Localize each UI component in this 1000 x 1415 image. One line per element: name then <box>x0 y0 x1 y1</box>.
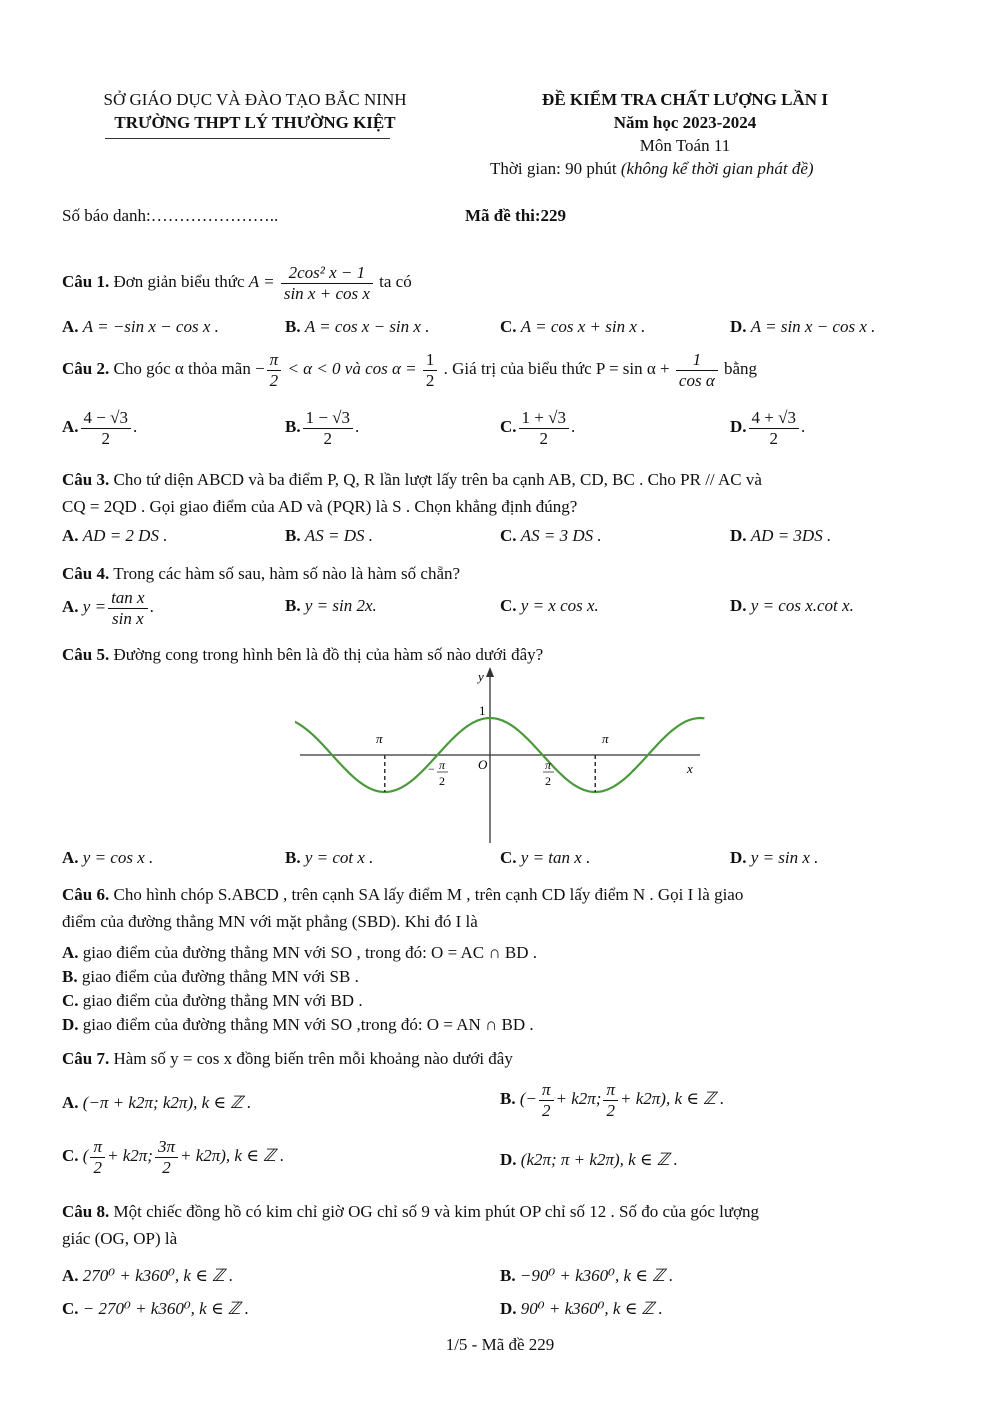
y-axis-label: y <box>478 669 484 684</box>
question-text: Cho hình chóp S.ABCD , trên cạnh SA lấy điểm M , trên cạnh CD lấy điểm N . Gọi I là giao <box>113 885 744 904</box>
q3-option-c[interactable] <box>500 526 602 546</box>
expression-lhs: A = <box>248 271 275 291</box>
question-label: Câu 7. <box>62 1049 110 1068</box>
q5-option-b[interactable] <box>285 848 373 868</box>
cosine-graph <box>295 665 705 845</box>
fraction-numerator: 2cos² x − 1 <box>281 263 373 284</box>
fraction-denominator: 2 <box>425 370 435 390</box>
option-fraction <box>303 408 353 448</box>
fraction-denominator: 2 <box>769 428 778 448</box>
option-text: giao điểm của đường thẳng MN với BD . <box>82 991 363 1010</box>
question-text: Cho góc α thỏa mãn <box>113 358 251 378</box>
question-6-line-2: điểm của đường thẳng MN với mặt phẳng (SBD). Khi đó I là <box>62 912 478 931</box>
option-text: − 270⁰ + k360⁰, k ∈ ℤ . <box>82 1299 249 1318</box>
x-tick-pi: π <box>602 731 609 746</box>
question-text: Trong các hàm số sau, hàm số nào là hàm số chẵn? <box>113 564 461 583</box>
option-letter: C. <box>500 416 517 436</box>
fraction-numerator: π <box>90 1137 105 1158</box>
question-7 <box>62 1049 513 1069</box>
option-letter: A. <box>62 1266 79 1285</box>
option-text: y = sin 2x. <box>304 596 377 615</box>
option-letter: D. <box>62 1015 79 1034</box>
question-4 <box>62 564 460 584</box>
fraction-denominator: 2 <box>323 428 333 448</box>
question-3 <box>62 470 762 490</box>
fraction-numerator: 1 <box>423 350 438 371</box>
question-tail: ta có <box>379 271 412 291</box>
option-letter: C. <box>500 317 517 336</box>
option-fraction <box>81 408 131 448</box>
option-letter: B. <box>500 1266 516 1285</box>
option-text: y = cos x . <box>82 848 154 867</box>
question-8-line-2: giác (OG, OP) là <box>62 1229 178 1248</box>
q7-option-b[interactable] <box>500 1080 724 1120</box>
option-letter: A. <box>62 943 79 962</box>
duration-text: Thời gian: 90 phút <box>490 159 617 178</box>
option-letter: C. <box>62 1145 79 1165</box>
q5-option-a[interactable] <box>62 848 153 868</box>
fraction-denominator: 2 <box>606 1100 615 1120</box>
question-text: Đường cong trong hình bên là đồ thị của hàm số nào dưới đây? <box>113 645 544 664</box>
option-letter: B. <box>285 848 301 867</box>
one-half <box>423 350 438 390</box>
q6-option-b[interactable] <box>62 967 359 987</box>
option-text: y = tan x . <box>520 848 591 867</box>
tick-numerator: π <box>545 758 552 772</box>
option-letter: B. <box>62 967 78 986</box>
fraction-denominator: 2 <box>162 1157 171 1177</box>
option-text: A = sin x − cos x . <box>750 317 876 336</box>
q1-option-b[interactable] <box>285 317 429 337</box>
q5-option-d[interactable] <box>730 848 818 868</box>
q1-option-c[interactable] <box>500 317 645 337</box>
option-letter: B. <box>285 317 301 336</box>
minus-sign: − <box>255 358 265 378</box>
option-letter: B. <box>285 416 301 436</box>
q2-option-d[interactable]: D. $\frac{4 + √3}{2}$ . <box>730 408 806 448</box>
q7-option-a[interactable] <box>62 1093 251 1113</box>
option-letter: B. <box>500 1088 516 1108</box>
question-text: Một chiếc đồng hồ có kim chỉ giờ OG chỉ số 9 và kim phút OP chỉ số 12 . Số đo của góc lượng <box>113 1202 760 1221</box>
tick-denominator: 2 <box>439 774 445 788</box>
fraction-denominator: 2 <box>269 370 279 390</box>
question-text: Đơn giản biểu thức <box>113 271 245 291</box>
question-text: Cho tứ diện ABCD và ba điểm P, Q, R lần lượt lấy trên ba cạnh AB, CD, BC . Cho PR // AC và <box>113 470 762 489</box>
question-text: Hàm số y = cos x đồng biến trên mỗi khoảng nào dưới đây <box>113 1049 513 1068</box>
q2-option-b[interactable]: B. $\frac{1 - √3}{2}$ . <box>285 408 360 448</box>
option-letter: A. <box>62 416 79 436</box>
q6-option-c[interactable] <box>62 991 363 1011</box>
option-text: (k2π; π + k2π), k ∈ ℤ . <box>520 1150 678 1169</box>
header-rule <box>105 138 390 139</box>
fraction-numerator: 4 + √3 <box>749 408 799 429</box>
x-tick-neg-pi: π <box>376 731 383 746</box>
option-letter: A. <box>62 1093 79 1112</box>
fraction-denominator: 2 <box>101 428 110 448</box>
one-over-cos <box>676 350 718 390</box>
fraction-numerator: π <box>603 1080 618 1101</box>
q6-option-a[interactable] <box>62 943 537 963</box>
option-letter: D. <box>730 848 747 867</box>
fraction-denominator: 2 <box>93 1157 102 1177</box>
y-axis-arrow <box>486 667 494 677</box>
x-axis-label: x <box>687 761 693 776</box>
fraction-numerator: 1 + √3 <box>519 408 569 429</box>
option-text: A = cos x + sin x . <box>520 317 646 336</box>
school-year: Năm học 2023-2024 <box>613 113 757 132</box>
q4-option-c[interactable] <box>500 596 599 616</box>
subject: Môn Toán 11 <box>639 136 731 155</box>
exam-title: ĐỀ KIỂM TRA CHẤT LƯỢNG LẦN I <box>542 90 828 109</box>
q3-option-a[interactable] <box>62 526 167 546</box>
fraction-numerator: π <box>539 1080 554 1101</box>
question-label: Câu 3. <box>62 470 110 489</box>
fraction-numerator: 3π <box>155 1137 178 1158</box>
q8-option-d[interactable] <box>500 1299 663 1319</box>
q5-option-c[interactable] <box>500 848 590 868</box>
option-text: 90⁰ + k360⁰, k ∈ ℤ . <box>520 1299 663 1318</box>
question-2 <box>62 350 757 390</box>
x-tick-pi-half <box>543 758 554 788</box>
minus-sign: − <box>428 762 435 776</box>
option-letter: D. <box>730 317 747 336</box>
option-text: y = x cos x. <box>520 596 599 615</box>
school-name: TRƯỜNG THPT LÝ THƯỜNG KIỆT <box>114 113 396 132</box>
question-text-2: < α < 0 và cos α = <box>287 358 417 378</box>
question-label: Câu 5. <box>62 645 110 664</box>
option-letter: D. <box>730 416 747 436</box>
fraction-numerator: π <box>267 350 282 371</box>
option-letter: D. <box>730 596 747 615</box>
option-middle: + k2π; <box>106 1145 153 1165</box>
option-letter: D. <box>500 1150 517 1169</box>
option-text: giao điểm của đường thẳng MN với SB . <box>81 967 359 986</box>
option-text: y = cos x.cot x. <box>750 596 854 615</box>
option-letter: C. <box>62 1299 79 1318</box>
fraction-denominator: sin x <box>112 608 144 628</box>
option-text: y = cot x . <box>304 848 374 867</box>
x-tick-neg-pi-half <box>428 758 448 788</box>
option-text: AS = DS . <box>304 526 373 545</box>
pi-over-2 <box>267 350 282 390</box>
option-letter: C. <box>500 848 517 867</box>
expression-fraction <box>281 263 373 303</box>
option-text: AD = 3DS . <box>750 526 832 545</box>
q3-option-d[interactable] <box>730 526 831 546</box>
option-text: A = cos x − sin x . <box>304 317 430 336</box>
option-suffix: + k2π), k ∈ ℤ . <box>620 1088 725 1108</box>
option-letter: C. <box>62 991 79 1010</box>
q6-option-d[interactable] <box>62 1015 534 1035</box>
q7-option-d[interactable] <box>500 1150 678 1170</box>
q1-option-d[interactable] <box>730 317 875 337</box>
origin-label: O <box>478 757 488 772</box>
option-text: −90⁰ + k360⁰, k ∈ ℤ . <box>519 1266 674 1285</box>
option-fraction-2 <box>155 1137 178 1177</box>
q4-option-b[interactable] <box>285 596 377 616</box>
option-fraction <box>108 588 148 628</box>
option-text: AS = 3 DS . <box>520 526 602 545</box>
fraction-numerator: tan x <box>108 588 148 609</box>
option-letter: D. <box>730 526 747 545</box>
option-suffix: + k2π), k ∈ ℤ . <box>179 1145 285 1165</box>
duration-note: (không kể thời gian phát đề) <box>620 159 814 178</box>
option-fraction <box>539 1080 554 1120</box>
option-letter: B. <box>285 526 301 545</box>
fraction-denominator: sin x + cos x <box>283 283 370 303</box>
option-text: (−π + k2π; k2π), k ∈ ℤ . <box>82 1093 252 1112</box>
option-fraction <box>90 1137 105 1177</box>
option-text: y = sin x . <box>750 848 819 867</box>
question-label: Câu 1. <box>62 271 110 291</box>
candidate-number: Số báo danh:………………….. <box>62 206 279 225</box>
tick-denominator: 2 <box>545 774 551 788</box>
q2-option-c[interactable]: C. $\frac{1 + √3}{2}$ . <box>500 408 576 448</box>
option-lhs: y = <box>82 596 107 616</box>
q8-option-b[interactable] <box>500 1266 673 1286</box>
q8-option-c[interactable] <box>62 1299 249 1319</box>
fraction-denominator: cos α <box>678 370 715 390</box>
question-label: Câu 6. <box>62 885 110 904</box>
fraction-denominator: 2 <box>539 428 548 448</box>
page-footer: 1/5 - Mã đề 229 <box>445 1335 555 1354</box>
fraction-numerator: 4 − √3 <box>81 408 131 429</box>
tick-numerator: π <box>439 758 446 772</box>
question-tail: bằng <box>724 358 758 378</box>
option-letter: C. <box>500 526 517 545</box>
option-letter: A. <box>62 596 79 616</box>
exam-code: Mã đề thi:229 <box>465 206 567 225</box>
question-1 <box>62 263 412 303</box>
q7-option-c[interactable] <box>62 1137 284 1177</box>
q2-option-a[interactable]: A. $\frac{4 - √3}{2}$ . <box>62 408 138 448</box>
option-fraction-2 <box>603 1080 618 1120</box>
department-name: SỞ GIÁO DỤC VÀ ĐÀO TẠO BẮC NINH <box>103 90 407 109</box>
option-middle: + k2π; <box>555 1088 602 1108</box>
fraction-numerator: 1 − √3 <box>303 408 353 429</box>
option-fraction <box>749 408 799 448</box>
q1-option-a[interactable] <box>62 317 219 337</box>
duration <box>490 159 814 179</box>
question-label: Câu 2. <box>62 358 110 378</box>
option-fraction <box>519 408 569 448</box>
q8-option-a[interactable] <box>62 1266 233 1286</box>
q3-option-b[interactable] <box>285 526 373 546</box>
option-prefix: ( <box>82 1145 89 1165</box>
fraction-numerator: 1 <box>676 350 718 371</box>
question-text-3: . Giá trị của biểu thức P = sin α + <box>443 358 670 378</box>
option-text: 270⁰ + k360⁰, k ∈ ℤ . <box>82 1266 234 1285</box>
option-letter: C. <box>500 596 517 615</box>
question-3-line-2: CQ = 2QD . Gọi giao điểm của AD và (PQR) là S . Chọn khẳng định đúng? <box>62 497 578 516</box>
option-prefix: (− <box>519 1088 537 1108</box>
option-letter: A. <box>62 317 79 336</box>
q4-option-d[interactable] <box>730 596 854 616</box>
question-label: Câu 4. <box>62 564 110 583</box>
question-label: Câu 8. <box>62 1202 110 1221</box>
option-text: AD = 2 DS . <box>82 526 168 545</box>
option-text: A = −sin x − cos x . <box>82 317 219 336</box>
option-letter: A. <box>62 848 79 867</box>
fraction-denominator: 2 <box>542 1100 551 1120</box>
q4-option-a[interactable]: A. y = $\frac{\text{tan x}}{\text{sin x}}$ . <box>62 588 154 628</box>
option-letter: A. <box>62 526 79 545</box>
question-8 <box>62 1202 759 1222</box>
option-letter: D. <box>500 1299 517 1318</box>
option-letter: B. <box>285 596 301 615</box>
option-text: giao điểm của đường thẳng MN với SO ,trong đó: O = AN ∩ BD . <box>82 1015 534 1034</box>
y-tick-1: 1 <box>479 703 486 718</box>
option-text: giao điểm của đường thẳng MN với SO , trong đó: O = AC ∩ BD . <box>82 943 537 962</box>
question-6 <box>62 885 743 905</box>
question-5 <box>62 645 543 665</box>
